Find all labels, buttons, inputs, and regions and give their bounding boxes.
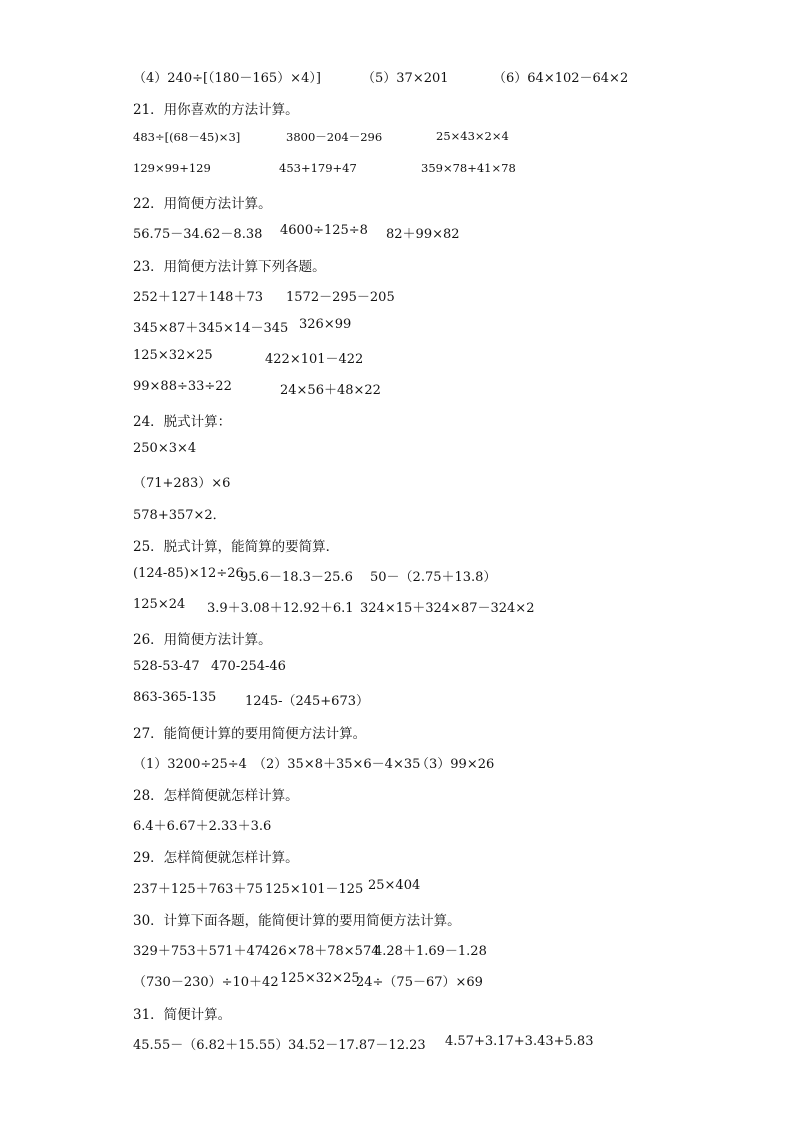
problem-line (0, 971, 483, 991)
expression: 25×43×2×4 (436, 129, 509, 143)
problem-line (0, 441, 197, 461)
expression: 345×87＋345×14－345 (133, 321, 289, 336)
expression: 250×3×4 (133, 441, 197, 456)
problem-line (0, 161, 516, 181)
heading: 29．怎样简便就怎样计算。 (133, 850, 299, 866)
problem-line (0, 690, 369, 710)
expression: 359×78+41×78 (421, 161, 516, 175)
section-title (0, 535, 340, 555)
problem-line (0, 286, 395, 306)
section-title (0, 628, 272, 648)
problem-line (0, 223, 460, 243)
expression: 129×99+129 (133, 161, 211, 175)
expression: 470-254-46 (211, 659, 286, 674)
expression: 1245-（245+673） (245, 694, 369, 709)
heading: 22．用简便方法计算。 (133, 196, 272, 212)
expression: 56.75－34.62－8.38 (133, 227, 263, 242)
heading: 26．用简便方法计算。 (133, 632, 272, 648)
problem-line (0, 940, 487, 960)
expression: 329＋753＋571＋47 (133, 944, 263, 959)
expression: 453+179+47 (279, 161, 357, 175)
expression: 4600÷125÷8 (280, 223, 368, 238)
section-title (0, 846, 299, 866)
expression: 82＋99×82 (386, 227, 460, 242)
expression: 25×404 (368, 878, 421, 893)
expression: （71+283）×6 (133, 476, 231, 491)
heading: 25．脱式计算，能简算的要简算． (133, 539, 340, 555)
heading: 27．能简便计算的要用简便方法计算。 (133, 726, 367, 742)
expression: （1）3200÷25÷4 (133, 757, 247, 772)
problem-line (0, 472, 231, 492)
expression: 125×101－125 (265, 882, 364, 897)
expression: （4）240÷[（180－165）×4）] (133, 71, 321, 86)
problem-line (0, 67, 629, 87)
expression: 863-365-135 (133, 690, 217, 705)
section-title (0, 1003, 232, 1023)
heading: 28．怎样简便就怎样计算。 (133, 788, 299, 804)
section-title (0, 909, 461, 929)
expression: 50－（2.75＋13.8） (370, 570, 497, 585)
expression: 125×24 (133, 597, 186, 612)
problem-line (0, 753, 495, 773)
problem-line (0, 659, 286, 679)
problem-line (0, 597, 535, 617)
expression: 4.28＋1.69－1.28 (374, 944, 487, 959)
section-title (0, 784, 299, 804)
expression: 252＋127＋148＋73 (133, 290, 263, 305)
problem-line (0, 129, 509, 149)
expression: 95.6－18.3－25.6 (240, 570, 353, 585)
heading: 21．用你喜欢的方法计算。 (133, 102, 299, 118)
expression: 1572－295－205 (286, 290, 395, 305)
expression: 483÷[(68－45)×3] (133, 130, 241, 144)
expression: 125×32×25 (280, 971, 360, 986)
section-title (0, 410, 232, 430)
problem-line (0, 566, 497, 586)
expression: 6.4＋6.67＋2.33＋3.6 (133, 819, 272, 834)
expression: 34.52－17.87－12.23 (288, 1038, 426, 1053)
expression: 99×88÷33÷22 (133, 379, 232, 394)
problem-line (0, 878, 421, 898)
expression: 237＋125＋763＋75 (133, 882, 263, 897)
heading: 31．简便计算。 (133, 1007, 232, 1023)
section-title (0, 255, 326, 275)
problem-line (0, 815, 272, 835)
expression: （5）37×201 (362, 71, 449, 86)
expression: 45.55－（6.82＋15.55） (133, 1038, 289, 1053)
expression: 3.9＋3.08＋12.92＋6.1 (207, 601, 354, 616)
heading: 24．脱式计算： (133, 414, 232, 430)
section-title (0, 722, 367, 742)
expression: （6）64×102－64×2 (493, 71, 629, 86)
problem-line (0, 317, 352, 337)
expression: 125×32×25 (133, 348, 213, 363)
section-title (0, 98, 299, 118)
expression: 326×99 (299, 317, 352, 332)
expression: 324×15＋324×87－324×2 (360, 601, 535, 616)
expression: （2）35×8＋35×6－4×35 (253, 757, 421, 772)
problem-line (0, 379, 381, 399)
expression: 3800－204－296 (286, 130, 383, 144)
expression: 422×101－422 (265, 352, 364, 367)
expression: 528-53-47 (133, 659, 200, 674)
expression: (124-85)×12÷26 (133, 566, 244, 581)
heading: 23．用简便方法计算下列各题。 (133, 259, 326, 275)
expression: （730－230）÷10＋42 (133, 975, 279, 990)
heading: 30．计算下面各题，能简便计算的要用简便方法计算。 (133, 913, 461, 929)
expression: 578+357×2． (133, 508, 226, 523)
problem-line (0, 348, 364, 368)
expression: 24÷（75－67）×69 (356, 975, 483, 990)
expression: 426×78＋78×574 (262, 944, 380, 959)
expression: 4.57+3.17+3.43+5.83 (445, 1034, 594, 1049)
section-title (0, 192, 272, 212)
problem-line (0, 1034, 594, 1054)
expression: （3）99×26 (416, 757, 495, 772)
expression: 24×56＋48×22 (280, 383, 381, 398)
problem-line (0, 504, 226, 524)
